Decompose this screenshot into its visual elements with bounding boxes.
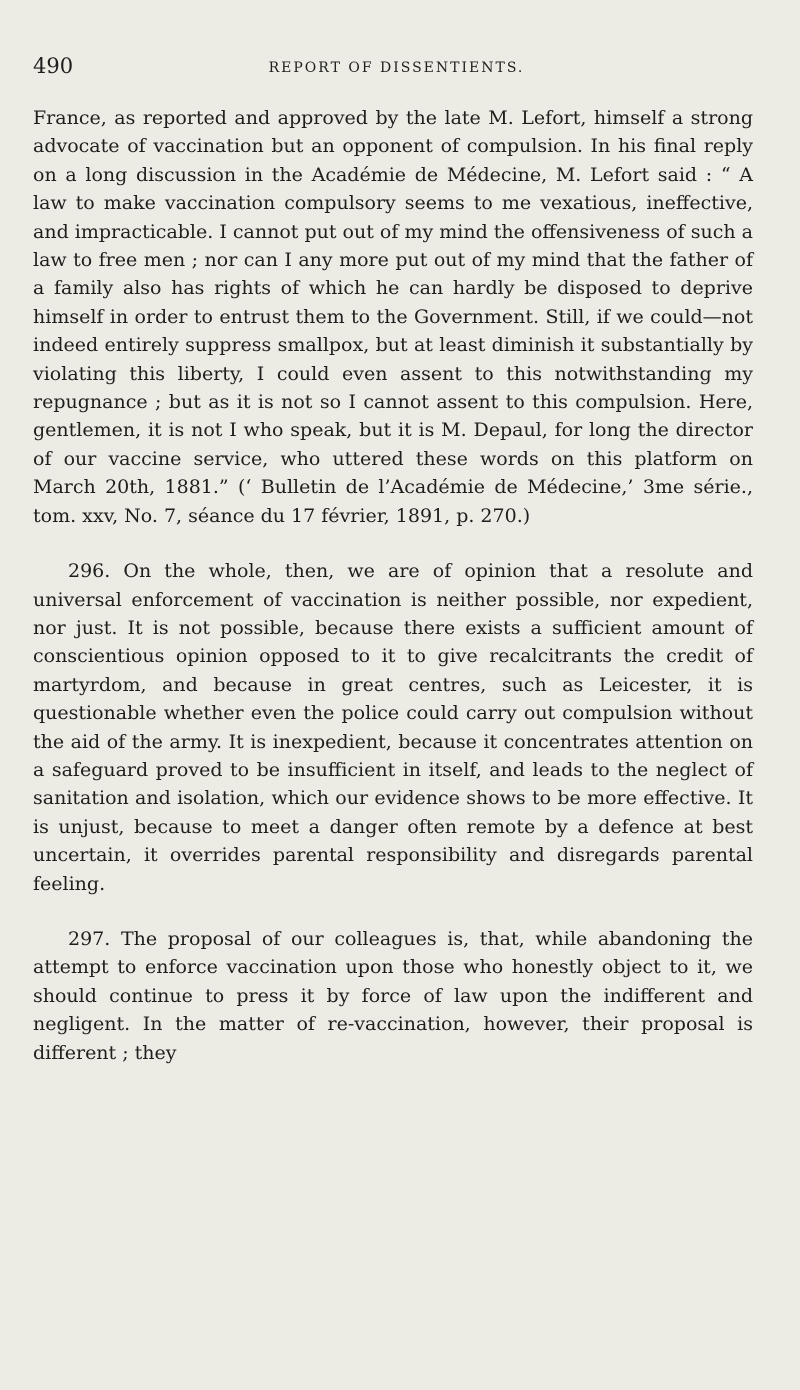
paragraph-296: 296. On the whole, then, we are of opinion that a resolute and universal enforcement of vaccination is neither possible, nor expedient, nor just. It is not possible, because there exists a sufficient amount of conscientious opinion opposed to it to give recalcitrants the credit of martyrdom, and because in great centres, such as Leicester, it is questionable whether even the police could carry out compulsion without the aid of the army. It is inexpedient, because it concentrates attention on a safeguard proved to be insufficient in itself, and leads to the neglect of sanitation and isolation, which our evidence shows to be more effective. It is unjust, because to meet a danger often remote by a defence at best uncertain, it overrides parental responsibility and disregards parental feeling.	[33, 560, 753, 895]
paragraph-continued: France, as reported and approved by the late M. Lefort, himself a strong advocate of vaccination but an opponent of compulsion. In his final reply on a long discussion in the Académie de Médecine, M. Lefort said : “ A law to make vaccination compulsory seems to me vexatious, ineffective, and impracticable. I cannot put out of my mind the offensiveness of such a law to free men ; nor can I any more put out of my mind that the father of a family also has rights of which he can hardly be disposed to deprive himself in order to entrust them to the Government. Still, if we could—not indeed entirely suppress smallpox, but at least diminish it substantially by violating this liberty, I could even assent to this notwithstanding my repugnance ; but as it is not so I cannot assent to this compulsion. Here, gentlemen, it is not I who speak, but it is M. Depaul, for long the director of our vaccine service, who uttered these words on this platform on March 20th, 1881.” (‘ Bulletin de l’Académie de Médecine,’ 3me série., tom. xxv, No. 7, séance du 17 février, 1891, p. 270.)	[33, 107, 753, 527]
page-number: 490	[33, 54, 74, 78]
running-head: REPORT OF DISSENTIENTS.	[268, 60, 525, 76]
page-header	[33, 54, 760, 84]
body-text	[33, 104, 753, 1067]
paragraph-297: 297. The proposal of our colleagues is, that, while abandoning the attempt to enforce vaccination upon those who honestly object to it, we should continue to press it by force of law upon the indifferent and negligent. In the matter of re-vaccination, however, their proposal is different ; they	[33, 927, 753, 1064]
